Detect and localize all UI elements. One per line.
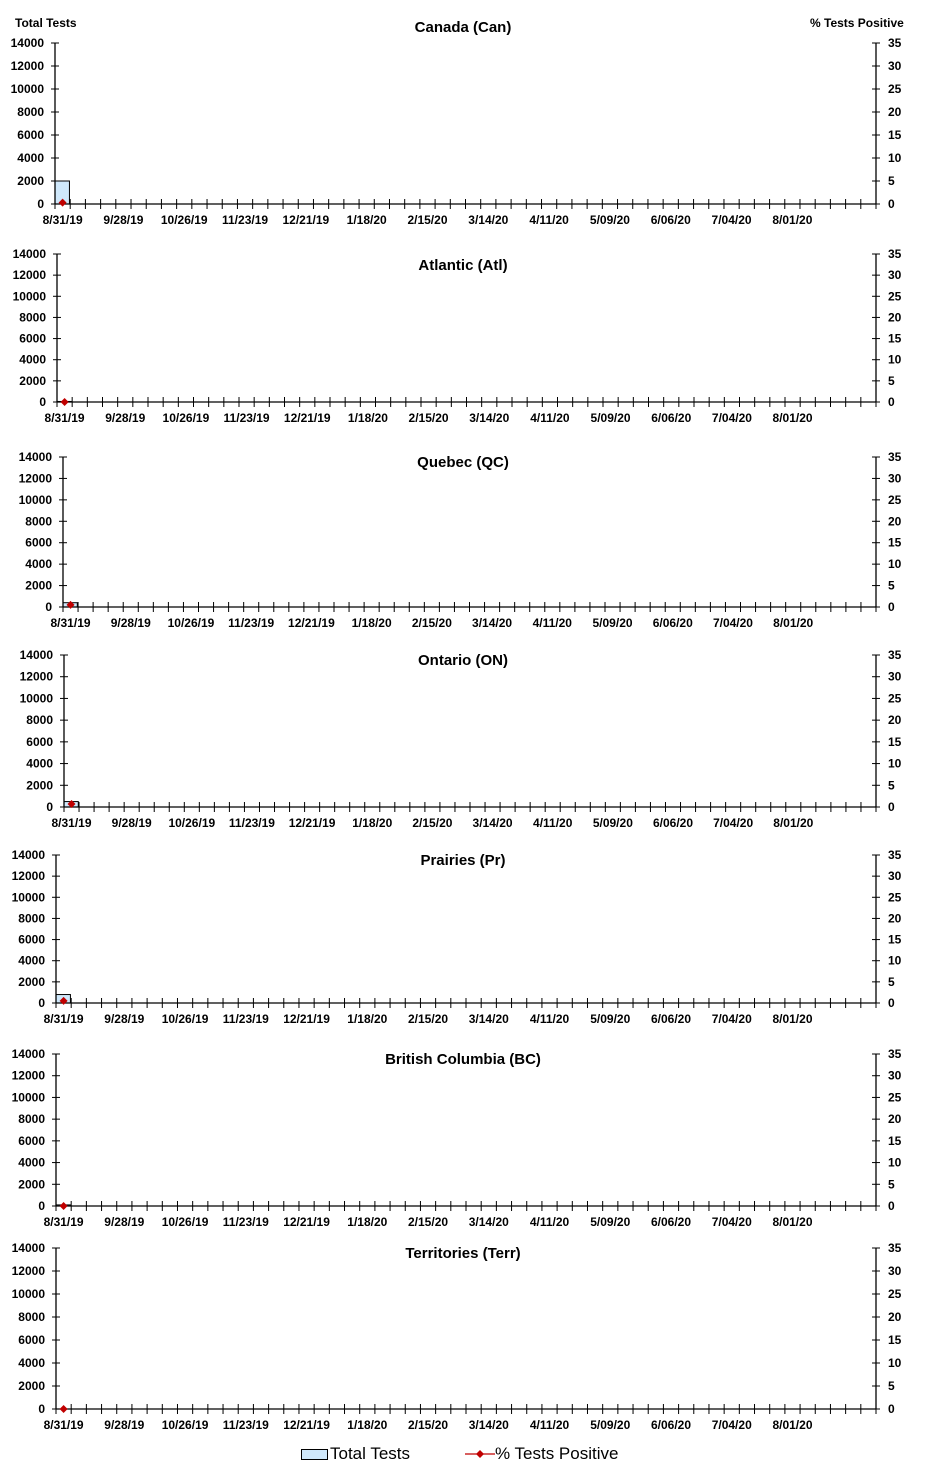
svg-text:0: 0 [888, 197, 895, 211]
svg-text:12000: 12000 [12, 268, 46, 283]
svg-text:10/26/19: 10/26/19 [161, 1012, 209, 1026]
svg-text:14000: 14000 [10, 36, 44, 50]
svg-text:8/31/19: 8/31/19 [42, 213, 83, 227]
svg-text:25: 25 [888, 1287, 902, 1301]
svg-text:15: 15 [888, 535, 902, 550]
svg-text:4/11/20: 4/11/20 [529, 1012, 570, 1026]
svg-text:30: 30 [888, 268, 902, 283]
svg-text:4000: 4000 [26, 756, 53, 771]
svg-text:2/15/20: 2/15/20 [408, 1418, 449, 1432]
svg-text:2000: 2000 [18, 1379, 45, 1393]
svg-text:11/23/19: 11/23/19 [222, 213, 269, 227]
svg-text:12/21/19: 12/21/19 [283, 411, 331, 425]
svg-text:20: 20 [888, 713, 902, 728]
svg-text:35: 35 [888, 1047, 902, 1061]
svg-text:20: 20 [888, 514, 902, 529]
svg-text:10/26/19: 10/26/19 [168, 816, 216, 830]
svg-text:0: 0 [37, 197, 44, 211]
svg-text:4/11/20: 4/11/20 [529, 1418, 570, 1432]
svg-text:8000: 8000 [17, 105, 44, 119]
svg-text:10: 10 [888, 1155, 902, 1170]
chart-title: British Columbia (BC) [385, 1051, 541, 1068]
svg-text:8/31/19: 8/31/19 [43, 1012, 84, 1026]
svg-text:6/06/20: 6/06/20 [652, 816, 694, 830]
left-axis-title: Total Tests [15, 16, 77, 30]
svg-text:6000: 6000 [19, 331, 46, 346]
svg-text:35: 35 [888, 450, 902, 464]
legend-label-total-tests: Total Tests [330, 1444, 411, 1463]
svg-text:12000: 12000 [10, 59, 44, 73]
svg-text:6000: 6000 [18, 932, 45, 947]
svg-text:10: 10 [888, 953, 902, 968]
svg-text:15: 15 [888, 932, 902, 947]
svg-text:9/28/19: 9/28/19 [105, 411, 146, 425]
legend-item-percent-positive [465, 1444, 618, 1464]
svg-text:2/15/20: 2/15/20 [408, 411, 449, 425]
svg-text:2/15/20: 2/15/20 [408, 1012, 449, 1026]
svg-text:0: 0 [38, 1402, 45, 1416]
chart-title: Quebec (QC) [417, 454, 509, 471]
svg-text:10: 10 [888, 151, 902, 165]
svg-text:15: 15 [888, 1133, 902, 1148]
bar-swatch-icon [301, 1449, 328, 1460]
svg-text:5: 5 [888, 1379, 895, 1393]
svg-text:11/23/19: 11/23/19 [228, 616, 275, 630]
svg-text:2/15/20: 2/15/20 [407, 213, 448, 227]
svg-text:20: 20 [888, 1112, 902, 1127]
svg-text:35: 35 [888, 247, 902, 261]
svg-text:6/06/20: 6/06/20 [650, 1215, 692, 1229]
svg-text:5/09/20: 5/09/20 [590, 411, 631, 425]
svg-text:11/23/19: 11/23/19 [222, 1418, 269, 1432]
svg-text:4000: 4000 [25, 557, 52, 572]
svg-text:2000: 2000 [26, 778, 53, 793]
svg-text:8/31/19: 8/31/19 [50, 616, 91, 630]
svg-text:3/14/20: 3/14/20 [468, 213, 509, 227]
svg-text:6000: 6000 [18, 1133, 45, 1148]
svg-text:2000: 2000 [17, 174, 44, 188]
svg-text:2000: 2000 [25, 578, 52, 593]
svg-text:6000: 6000 [18, 1333, 45, 1347]
svg-text:9/28/19: 9/28/19 [111, 816, 152, 830]
svg-text:14000: 14000 [18, 450, 52, 464]
svg-text:6/06/20: 6/06/20 [651, 411, 692, 425]
svg-text:4000: 4000 [19, 352, 46, 367]
svg-text:8/01/20: 8/01/20 [773, 816, 814, 830]
svg-text:9/28/19: 9/28/19 [103, 213, 144, 227]
chart-title: Prairies (Pr) [420, 852, 506, 869]
svg-text:0: 0 [888, 1199, 895, 1213]
svg-text:12000: 12000 [11, 869, 45, 884]
svg-text:30: 30 [888, 1068, 902, 1083]
svg-text:12000: 12000 [18, 471, 52, 486]
svg-text:6000: 6000 [26, 734, 53, 749]
svg-text:10000: 10000 [10, 82, 44, 96]
chart-legend [0, 1444, 926, 1468]
svg-text:10/26/19: 10/26/19 [160, 213, 208, 227]
svg-text:0: 0 [38, 996, 45, 1010]
svg-text:5/09/20: 5/09/20 [592, 816, 633, 830]
svg-text:4000: 4000 [18, 953, 45, 968]
line-marker-icon [465, 1448, 495, 1460]
svg-text:9/28/19: 9/28/19 [104, 1215, 145, 1229]
svg-text:10000: 10000 [18, 492, 52, 507]
svg-text:20: 20 [888, 1310, 902, 1324]
svg-text:12/21/19: 12/21/19 [283, 1012, 330, 1026]
svg-text:7/04/20: 7/04/20 [711, 1215, 752, 1229]
svg-text:8/01/20: 8/01/20 [773, 616, 814, 630]
legend-item-total-tests [301, 1444, 410, 1464]
svg-text:12/21/19: 12/21/19 [288, 616, 335, 630]
svg-text:9/28/19: 9/28/19 [104, 1012, 145, 1026]
svg-text:5: 5 [888, 778, 895, 793]
svg-text:8000: 8000 [19, 310, 46, 325]
svg-text:30: 30 [888, 869, 902, 884]
svg-text:0: 0 [888, 395, 895, 409]
svg-text:12/21/19: 12/21/19 [283, 1215, 330, 1229]
svg-text:30: 30 [888, 471, 902, 486]
svg-text:11/23/19: 11/23/19 [223, 411, 270, 425]
svg-text:1/18/20: 1/18/20 [352, 816, 393, 830]
svg-text:10/26/19: 10/26/19 [162, 411, 210, 425]
svg-text:10000: 10000 [12, 289, 46, 304]
svg-text:35: 35 [888, 1241, 902, 1255]
svg-text:25: 25 [888, 82, 902, 96]
svg-text:8/31/19: 8/31/19 [43, 1418, 84, 1432]
svg-text:0: 0 [39, 395, 46, 409]
svg-text:6/06/20: 6/06/20 [650, 1012, 692, 1026]
svg-text:8000: 8000 [25, 514, 52, 529]
svg-text:8/01/20: 8/01/20 [772, 213, 813, 227]
svg-text:14000: 14000 [12, 247, 46, 261]
svg-text:4/11/20: 4/11/20 [529, 213, 569, 227]
chart-title: Atlantic (Atl) [418, 257, 508, 274]
svg-text:35: 35 [888, 848, 902, 862]
percent-positive-marker [60, 1405, 68, 1413]
svg-text:11/23/19: 11/23/19 [222, 1012, 269, 1026]
svg-text:15: 15 [888, 128, 902, 142]
chart-title: Canada (Can) [414, 19, 512, 36]
svg-text:8000: 8000 [18, 911, 45, 926]
svg-text:5: 5 [888, 373, 895, 388]
svg-text:10: 10 [888, 1356, 902, 1370]
svg-text:8/31/19: 8/31/19 [51, 816, 92, 830]
svg-text:15: 15 [888, 734, 902, 749]
chart-title: Ontario (ON) [418, 652, 508, 669]
svg-text:12/21/19: 12/21/19 [288, 816, 336, 830]
svg-text:7/04/20: 7/04/20 [711, 213, 752, 227]
legend-label-percent-positive: % Tests Positive [495, 1444, 619, 1463]
svg-text:11/23/19: 11/23/19 [222, 1215, 269, 1229]
svg-text:25: 25 [888, 1090, 902, 1105]
svg-text:35: 35 [888, 648, 902, 662]
svg-text:4000: 4000 [17, 151, 44, 165]
svg-text:8/31/19: 8/31/19 [44, 411, 85, 425]
svg-text:2000: 2000 [18, 974, 45, 989]
svg-text:9/28/19: 9/28/19 [104, 1418, 145, 1432]
svg-text:8000: 8000 [18, 1310, 45, 1324]
svg-text:14000: 14000 [19, 648, 53, 662]
svg-text:25: 25 [888, 890, 902, 905]
svg-text:30: 30 [888, 1264, 902, 1278]
svg-text:0: 0 [46, 800, 53, 814]
svg-text:1/18/20: 1/18/20 [346, 213, 387, 227]
svg-text:5: 5 [888, 974, 895, 989]
svg-text:7/04/20: 7/04/20 [711, 1418, 752, 1432]
svg-text:1/18/20: 1/18/20 [347, 1012, 388, 1026]
svg-text:6/06/20: 6/06/20 [652, 616, 693, 630]
svg-text:7/04/20: 7/04/20 [711, 411, 752, 425]
svg-text:10/26/19: 10/26/19 [161, 1215, 209, 1229]
svg-text:5/09/20: 5/09/20 [592, 616, 633, 630]
svg-text:10/26/19: 10/26/19 [161, 1418, 209, 1432]
svg-text:9/28/19: 9/28/19 [110, 616, 151, 630]
svg-text:4/11/20: 4/11/20 [532, 616, 572, 630]
svg-text:14000: 14000 [11, 1241, 45, 1255]
svg-text:6000: 6000 [17, 128, 44, 142]
svg-text:2/15/20: 2/15/20 [412, 816, 453, 830]
svg-text:7/04/20: 7/04/20 [713, 816, 754, 830]
svg-text:3/14/20: 3/14/20 [469, 411, 510, 425]
svg-text:30: 30 [888, 59, 902, 73]
svg-text:10000: 10000 [11, 890, 45, 905]
svg-text:5: 5 [888, 1177, 895, 1192]
svg-text:1/18/20: 1/18/20 [347, 1215, 388, 1229]
chart-title: Territories (Terr) [405, 1245, 521, 1262]
svg-text:12/21/19: 12/21/19 [283, 1418, 330, 1432]
svg-text:25: 25 [888, 289, 902, 304]
svg-text:10: 10 [888, 557, 902, 572]
svg-text:8/01/20: 8/01/20 [772, 411, 813, 425]
svg-text:3/14/20: 3/14/20 [472, 816, 513, 830]
svg-text:14000: 14000 [11, 848, 45, 862]
svg-text:2/15/20: 2/15/20 [411, 616, 452, 630]
svg-text:0: 0 [888, 1402, 895, 1416]
svg-text:10000: 10000 [11, 1287, 45, 1301]
svg-text:3/14/20: 3/14/20 [468, 1418, 509, 1432]
svg-text:2000: 2000 [19, 373, 46, 388]
svg-text:8000: 8000 [26, 713, 53, 728]
svg-text:10000: 10000 [11, 1090, 45, 1105]
svg-text:8/01/20: 8/01/20 [772, 1215, 813, 1229]
svg-text:2/15/20: 2/15/20 [408, 1215, 449, 1229]
svg-text:0: 0 [888, 600, 895, 614]
svg-text:3/14/20: 3/14/20 [468, 1012, 509, 1026]
svg-text:2000: 2000 [18, 1177, 45, 1192]
svg-text:7/04/20: 7/04/20 [711, 1012, 752, 1026]
svg-text:4/11/20: 4/11/20 [530, 411, 570, 425]
svg-text:4/11/20: 4/11/20 [533, 816, 573, 830]
svg-text:14000: 14000 [11, 1047, 45, 1061]
svg-text:5/09/20: 5/09/20 [590, 1418, 631, 1432]
svg-text:8/01/20: 8/01/20 [772, 1012, 813, 1026]
svg-text:15: 15 [888, 331, 902, 346]
svg-text:5/09/20: 5/09/20 [589, 213, 630, 227]
svg-text:10: 10 [888, 352, 902, 367]
svg-text:5: 5 [888, 578, 895, 593]
svg-text:5/09/20: 5/09/20 [590, 1012, 631, 1026]
svg-text:15: 15 [888, 1333, 902, 1347]
svg-text:11/23/19: 11/23/19 [228, 816, 275, 830]
svg-text:1/18/20: 1/18/20 [347, 1418, 388, 1432]
svg-text:8/01/20: 8/01/20 [772, 1418, 813, 1432]
svg-text:0: 0 [888, 800, 895, 814]
svg-text:8/31/19: 8/31/19 [43, 1215, 84, 1229]
right-axis-title: % Tests Positive [810, 16, 904, 30]
svg-text:5/09/20: 5/09/20 [590, 1215, 631, 1229]
svg-text:25: 25 [888, 492, 902, 507]
svg-text:1/18/20: 1/18/20 [347, 411, 388, 425]
svg-text:12000: 12000 [11, 1264, 45, 1278]
svg-text:10: 10 [888, 756, 902, 771]
svg-text:6/06/20: 6/06/20 [650, 1418, 692, 1432]
svg-text:3/14/20: 3/14/20 [468, 1215, 509, 1229]
svg-text:6/06/20: 6/06/20 [650, 213, 691, 227]
svg-text:0: 0 [888, 996, 895, 1010]
svg-text:10/26/19: 10/26/19 [167, 616, 215, 630]
svg-text:12000: 12000 [19, 669, 53, 684]
svg-text:25: 25 [888, 691, 902, 706]
svg-text:1/18/20: 1/18/20 [351, 616, 392, 630]
svg-text:20: 20 [888, 911, 902, 926]
svg-text:0: 0 [45, 600, 52, 614]
svg-text:8000: 8000 [18, 1112, 45, 1127]
svg-text:20: 20 [888, 310, 902, 325]
svg-text:30: 30 [888, 669, 902, 684]
svg-text:4000: 4000 [18, 1356, 45, 1370]
svg-text:35: 35 [888, 36, 902, 50]
svg-text:5: 5 [888, 174, 895, 188]
svg-text:12000: 12000 [11, 1068, 45, 1083]
svg-text:4/11/20: 4/11/20 [529, 1215, 570, 1229]
svg-text:4000: 4000 [18, 1155, 45, 1170]
svg-text:12/21/19: 12/21/19 [282, 213, 330, 227]
svg-text:10000: 10000 [19, 691, 53, 706]
svg-text:20: 20 [888, 105, 902, 119]
svg-text:3/14/20: 3/14/20 [472, 616, 513, 630]
svg-text:0: 0 [38, 1199, 45, 1213]
svg-text:7/04/20: 7/04/20 [712, 616, 753, 630]
svg-text:6000: 6000 [25, 535, 52, 550]
